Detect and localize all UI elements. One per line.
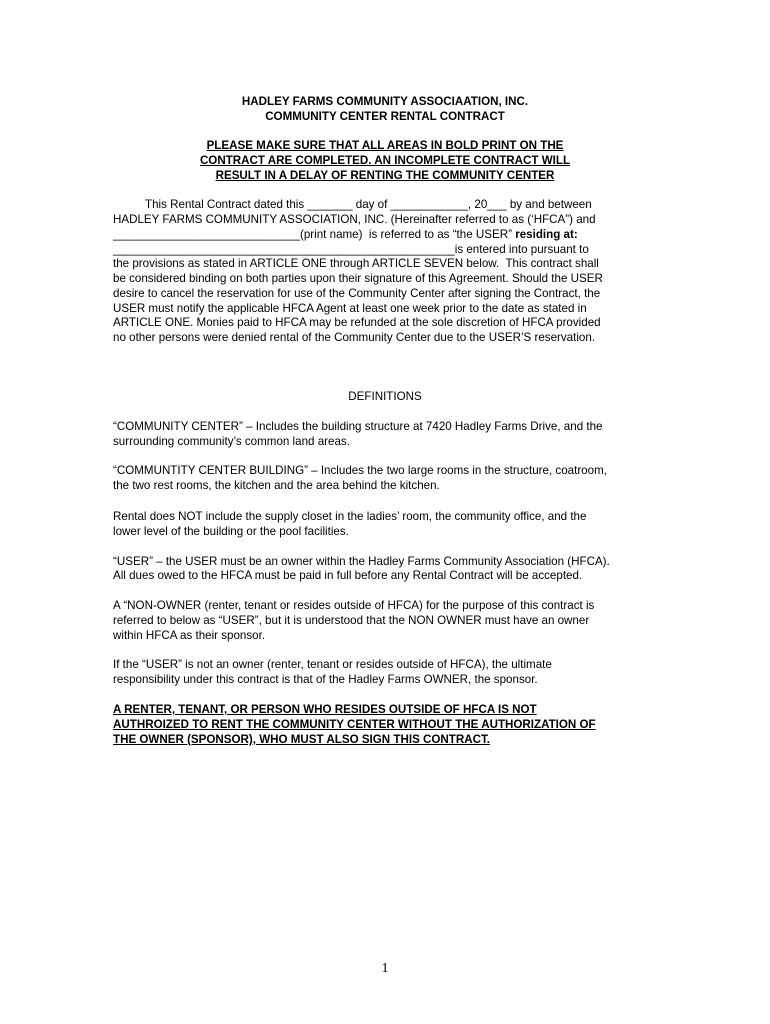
intro-line: the provisions as stated in ARTICLE ONE through ARTICLE SEVEN below. This contract shall: [113, 257, 599, 270]
definition-line: “USER” – the USER must be an owner within the Hadley Farms Community Association (HFCA).: [113, 555, 610, 568]
definition-line: A “NON-OWNER (renter, tenant or resides outside of HFCA) for the purpose of this contract is: [113, 599, 595, 612]
notice-line-3: RESULT IN A DELAY OF RENTING THE COMMUNITY CENTER: [215, 169, 555, 182]
definition-line: responsibility under this contract is that of the Hadley Farms OWNER, the sponsor.: [113, 673, 538, 686]
intro-line: _____________________________________________________is entered into pursuant to: [113, 243, 589, 256]
warning-line: A RENTER, TENANT, OR PERSON WHO RESIDES OUTSIDE OF HFCA IS NOT: [113, 703, 537, 716]
definition-line: surrounding community’s common land areas.: [113, 435, 350, 448]
notice-line-1: PLEASE MAKE SURE THAT ALL AREAS IN BOLD PRINT ON THE: [206, 139, 564, 152]
intro-line: no other persons were denied rental of the Community Center due to the USER’S reservation.: [113, 331, 596, 344]
intro-line: USER must notify the applicable HFCA Agent at least one week prior to the date as stated in: [113, 302, 587, 315]
residing-label: residing at:: [515, 228, 578, 241]
org-title: HADLEY FARMS COMMUNITY ASSOCIAATION, INC.: [241, 95, 529, 108]
intro-line: ARTICLE ONE. Monies paid to HFCA may be refunded at the sole discretion of HFCA provided: [113, 316, 601, 329]
intro-line: HADLEY FARMS COMMUNITY ASSOCIATION, INC. (Hereinafter referred to as (‘HFCA”) and: [113, 213, 596, 226]
definition-line: within HFCA as their sponsor.: [113, 629, 266, 642]
definitions-heading: DEFINITIONS: [348, 390, 422, 403]
intro-line: be considered binding on both parties upon their signature of this Agreement. Should the USER: [113, 272, 603, 285]
definition-line: “COMMUNITY CENTER” – Includes the building structure at 7420 Hadley Farms Drive, and the: [113, 420, 603, 433]
intro-text: _____________________________(print name) is referred to as “the USER”: [113, 228, 516, 241]
definition-line: lower level of the building or the pool facilities.: [113, 525, 349, 538]
definition-line: All dues owed to the HFCA must be paid in full before any Rental Contract will be accepted.: [113, 569, 583, 582]
page-number: 1: [381, 961, 389, 976]
definition-line: If the “USER” is not an owner (renter, tenant or resides outside of HFCA), the ultimate: [113, 658, 552, 671]
definition-line: Rental does NOT include the supply closet in the ladies’ room, the community office, and the: [113, 510, 587, 523]
intro-line: This Rental Contract dated this _______ day of ____________, 20___ by and between: [113, 198, 592, 211]
intro-line: [113, 228, 578, 243]
notice-line-2: CONTRACT ARE COMPLETED. AN INCOMPLETE CONTRACT WILL: [199, 154, 571, 167]
intro-line: desire to cancel the reservation for use of the Community Center after signing the Contract, the: [113, 287, 601, 300]
warning-line: THE OWNER (SPONSOR), WHO MUST ALSO SIGN THIS CONTRACT.: [113, 733, 491, 746]
definition-line: referred to below as “USER”, but it is understood that the NON OWNER must have an owner: [113, 614, 590, 627]
definition-line: “COMMUNTITY CENTER BUILDING” – Includes the two large rooms in the structure, coatroom,: [113, 464, 607, 477]
warning-line: AUTHROIZED TO RENT THE COMMUNITY CENTER WITHOUT THE AUTHORIZATION OF: [113, 718, 596, 731]
contract-title: COMMUNITY CENTER RENTAL CONTRACT: [265, 110, 505, 123]
definition-line: the two rest rooms, the kitchen and the area behind the kitchen.: [113, 479, 440, 492]
